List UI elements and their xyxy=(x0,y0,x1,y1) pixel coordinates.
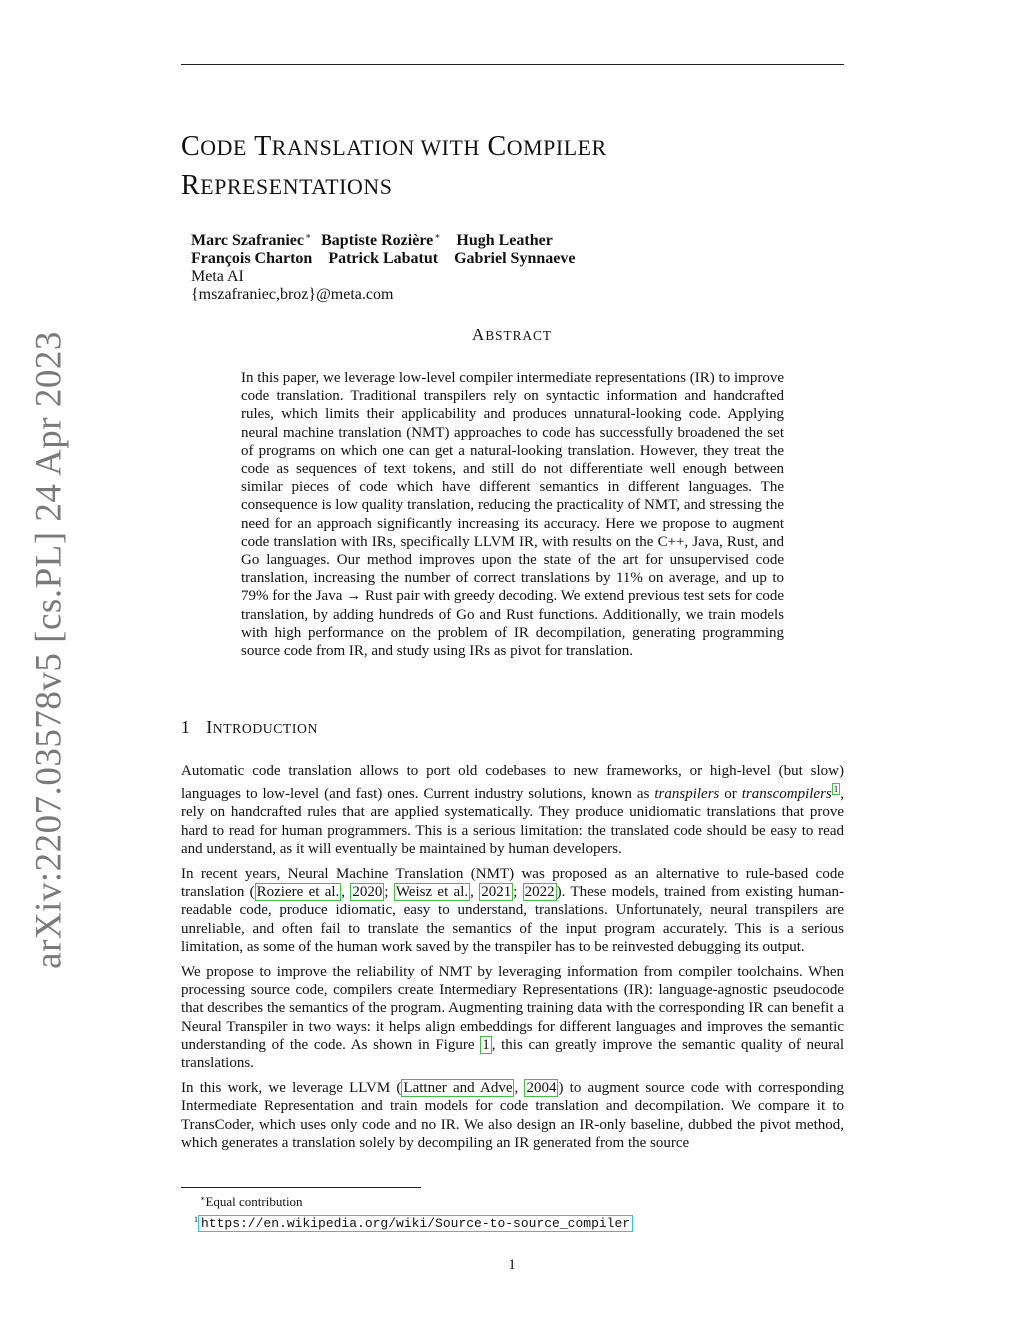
figure-link-1[interactable]: 1 xyxy=(482,1036,490,1053)
author-name: Gabriel Synnaeve xyxy=(454,250,576,267)
section-number: 1 xyxy=(181,717,191,737)
paper-title xyxy=(181,128,844,206)
section-heading-introduction: 1 INTRODUCTION xyxy=(181,717,318,737)
citation-link-lattner-year[interactable]: 2004 xyxy=(526,1080,557,1097)
equal-contribution-mark: ∗ xyxy=(434,231,441,241)
introduction-body xyxy=(181,762,844,1159)
footnote-url-link[interactable]: https://en.wikipedia.org/wiki/Source-to-source_compiler xyxy=(198,1215,633,1232)
citation-link-lattner[interactable]: Lattner and Adve xyxy=(403,1080,513,1097)
top-rule xyxy=(181,64,844,65)
author-name: Baptiste Rozière xyxy=(321,232,434,249)
author-name: Marc Szafraniec xyxy=(191,232,304,249)
citation-link-weisz[interactable]: Weisz et al. xyxy=(395,884,469,901)
abstract-heading: ABSTRACT xyxy=(472,325,552,344)
abstract-text: In this paper, we leverage low-level compiler intermediate representations (IR) to improve code translation. Traditional transpilers rely on syntactic information and handcrafted rules, which limits their applicability and produces unnatural-looking code. Applying neural machine translation (NMT) approaches to code has successfully broadened the set of programs on which one can get a natural-looking translation. However, they treat the code as sequences of text tokens, and still do not differentiate well enough between similar pieces of code which have different semantics in different languages. The consequence is low quality translation, reducing the practicality of NMT, and stressing the need for an approach significantly increasing its accuracy. Here we propose to augment code translation with IRs, specifically LLVM IR, with results on the C++, Java, Rust, and Go languages. Our method improves upon the state of the art for unsupervised code translation, increasing the number of correct translations by 11% on average, and up to 79% for the Java → Rust pair with greedy decoding. We extend previous test sets for code translation, by adding hundreds of Go and Rust functions. Additionally, we train models with high performance on the problem of IR decompilation, generating programming source code from IR, and study using IRs as pivot for translation. xyxy=(241,370,784,660)
title-line-2: REPRESENTATIONS xyxy=(181,170,393,201)
footnotes xyxy=(194,1190,633,1233)
intro-paragraph-4: In this work, we leverage LLVM ( Lattner and Adve , 2004 ) to augment source code with corresponding Intermediate Representation and train models for code translation and decompilation. We compare it to TransCoder, which uses only code and no IR. We also design an IR-only baseline, dubbed the pivot method, which generates a translation solely by decompiling an IR generated from the source xyxy=(181,1080,844,1151)
intro-paragraph-1: Automatic code translation allows to port old codebases to new frameworks, or high-level (but slow) languages to low-level (and fast) ones. Current industry solutions, known as transpilers or transcompilers $^1$ , rely on handcrafted rules that are applied systematically. They produce unidiomatic translations that prove hard to read for human programmers. This is a serious limitation: the translated code should be easy to read and understand, as it will eventually be maintained by human developers. xyxy=(181,763,844,857)
citation-link-weisz-year-2[interactable]: 2022 xyxy=(524,884,555,901)
arxiv-identifier-stamp: arXiv:2207.03578v5 [cs.PL] 24 Apr 2023 xyxy=(28,331,70,969)
author-name: Hugh Leather xyxy=(456,232,553,249)
citation-link-roziere[interactable]: Roziere et al. xyxy=(256,884,340,901)
author-row-1 xyxy=(191,227,575,250)
intro-paragraph-2: In recent years, Neural Machine Translation (NMT) was proposed as an alternative to rule-based code translation ( Roziere et al. , 2020 ; Weisz et al. , 2021 ; 2022 ). These models, trained from existing human-readable code, produce idiomatic, easy to understand, translations. Unfortunately, neural transpilers are unreliable, and often fail to translate the semantics of the input program accurately. This is a serious limitation, as some of the human work saved by the transpiler has to be reinvested debugging its output. xyxy=(181,866,845,955)
footnote-link-1[interactable]: 1 xyxy=(833,784,839,795)
author-email: {mszafraniec,broz}@meta.com xyxy=(191,286,394,303)
author-name: Patrick Labatut xyxy=(328,250,439,267)
equal-contribution-mark: ∗ xyxy=(305,231,312,241)
footnote-rule xyxy=(181,1187,421,1188)
footnote-equal-contribution: ∗Equal contribution xyxy=(200,1194,303,1209)
page-number: 1 xyxy=(508,1257,516,1273)
title-line-1: CODE TRANSLATION WITH COMPILER xyxy=(181,131,607,162)
citation-link-roziere-year[interactable]: 2020 xyxy=(352,884,383,901)
author-name: François Charton xyxy=(191,250,313,267)
author-row-2 xyxy=(191,250,575,268)
intro-paragraph-3: We propose to improve the reliability of NMT by leveraging information from compiler toolchains. When processing source code, compilers create Intermediary Representations (IR): language-agnostic pseudocode that describes the semantics of the program. Augmenting training data with the corresponding IR can benefit a Neural Transpiler in two ways: it helps align embeddings for different languages and improves the semantic understanding of the code. As shown in Figure 1 , this can greatly improve the semantic quality of neural translations. xyxy=(181,964,844,1072)
author-block xyxy=(191,227,575,304)
affiliation: Meta AI xyxy=(191,268,244,285)
citation-link-weisz-year[interactable]: 2021 xyxy=(481,884,512,901)
footnote-1: $^1$ https://en.wikipedia.org/wiki/Source-to-source_compiler xyxy=(194,1211,633,1233)
